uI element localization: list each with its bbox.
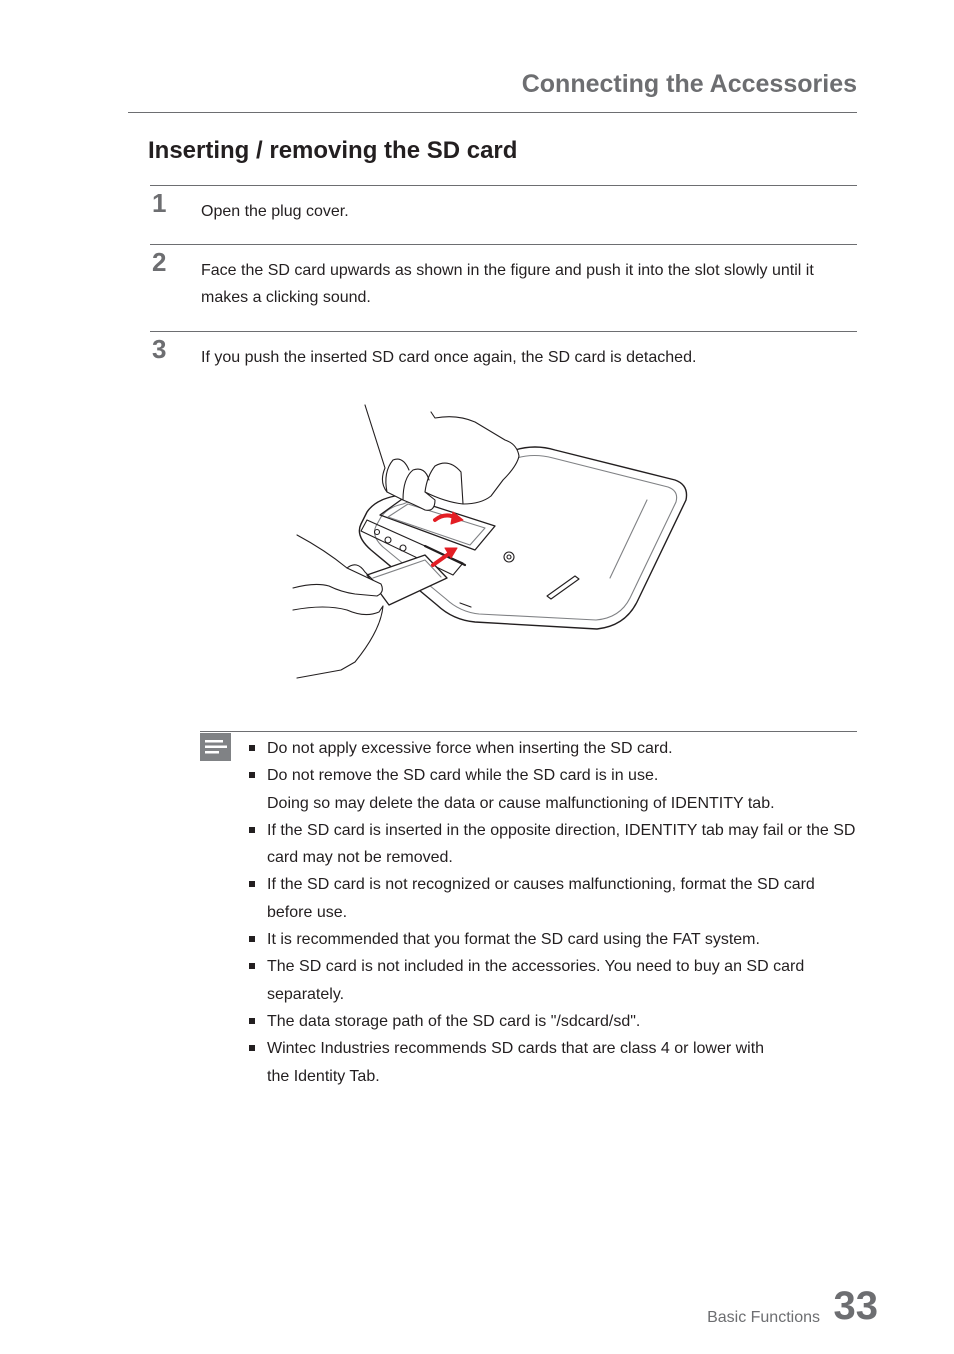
list-item: The data storage path of the SD card is "/sdcard/sd". — [248, 1008, 858, 1035]
notes-list — [248, 735, 858, 1090]
note-icon — [200, 733, 231, 761]
note-continuation: the Identity Tab. — [267, 1067, 380, 1085]
footer-section-label: Basic Functions — [707, 1309, 820, 1326]
step-text: Open the plug cover. — [201, 203, 349, 220]
note-continuation: Doing so may delete the data or cause malfunctioning of IDENTITY tab. — [267, 794, 775, 812]
top-hand — [365, 405, 519, 510]
list-item: If the SD card is inserted in the opposite direction, IDENTITY tab may fail or the SD card may not be removed. — [248, 817, 858, 872]
section-title: Inserting / removing the SD card — [148, 137, 518, 164]
plug-cover-inner — [388, 504, 485, 545]
list-item: Do not remove the SD card while the SD card is in use. Doing so may delete the data or cause malfunctioning of IDENTITY tab. — [248, 762, 858, 817]
sd-card-insertion-illustration — [285, 400, 695, 685]
bottom-hand — [293, 535, 382, 596]
step-text: If you push the inserted SD card once again, the SD card is detached. — [201, 349, 697, 366]
list-item: Wintec Industries recommends SD cards that are class 4 or lower with the Identity Tab. — [248, 1035, 858, 1090]
note-divider — [200, 731, 857, 732]
list-item: If the SD card is not recognized or causes malfunctioning, format the SD card before use. — [248, 871, 858, 926]
list-item: It is recommended that you format the SD card using the FAT system. — [248, 926, 858, 953]
header-divider — [128, 112, 857, 113]
step-number: 2 — [152, 247, 167, 277]
step-1 — [150, 185, 857, 220]
bottom-hand-palm — [293, 606, 383, 678]
page-number: 33 — [833, 1284, 878, 1328]
step-number: 3 — [152, 334, 167, 364]
port-hole — [385, 537, 391, 543]
camera-lens-inner — [507, 555, 511, 559]
port-hole — [375, 530, 380, 535]
list-item: Do not apply excessive force when inserting the SD card. — [248, 735, 858, 762]
chapter-title: Connecting the Accessories — [521, 70, 857, 98]
step-text: Face the SD card upwards as shown in the figure and push it into the slot slowly until it makes a clicking sound. — [201, 262, 814, 306]
side-port — [460, 603, 471, 607]
port-hole — [400, 545, 406, 551]
side-button — [547, 576, 579, 599]
step-2 — [150, 244, 857, 306]
step-3 — [150, 331, 857, 366]
tablet-screen-corner — [610, 500, 647, 578]
camera-lens — [504, 552, 514, 562]
list-item: The SD card is not included in the accessories. You need to buy an SD card separately. — [248, 953, 858, 1008]
step-number: 1 — [152, 188, 167, 218]
